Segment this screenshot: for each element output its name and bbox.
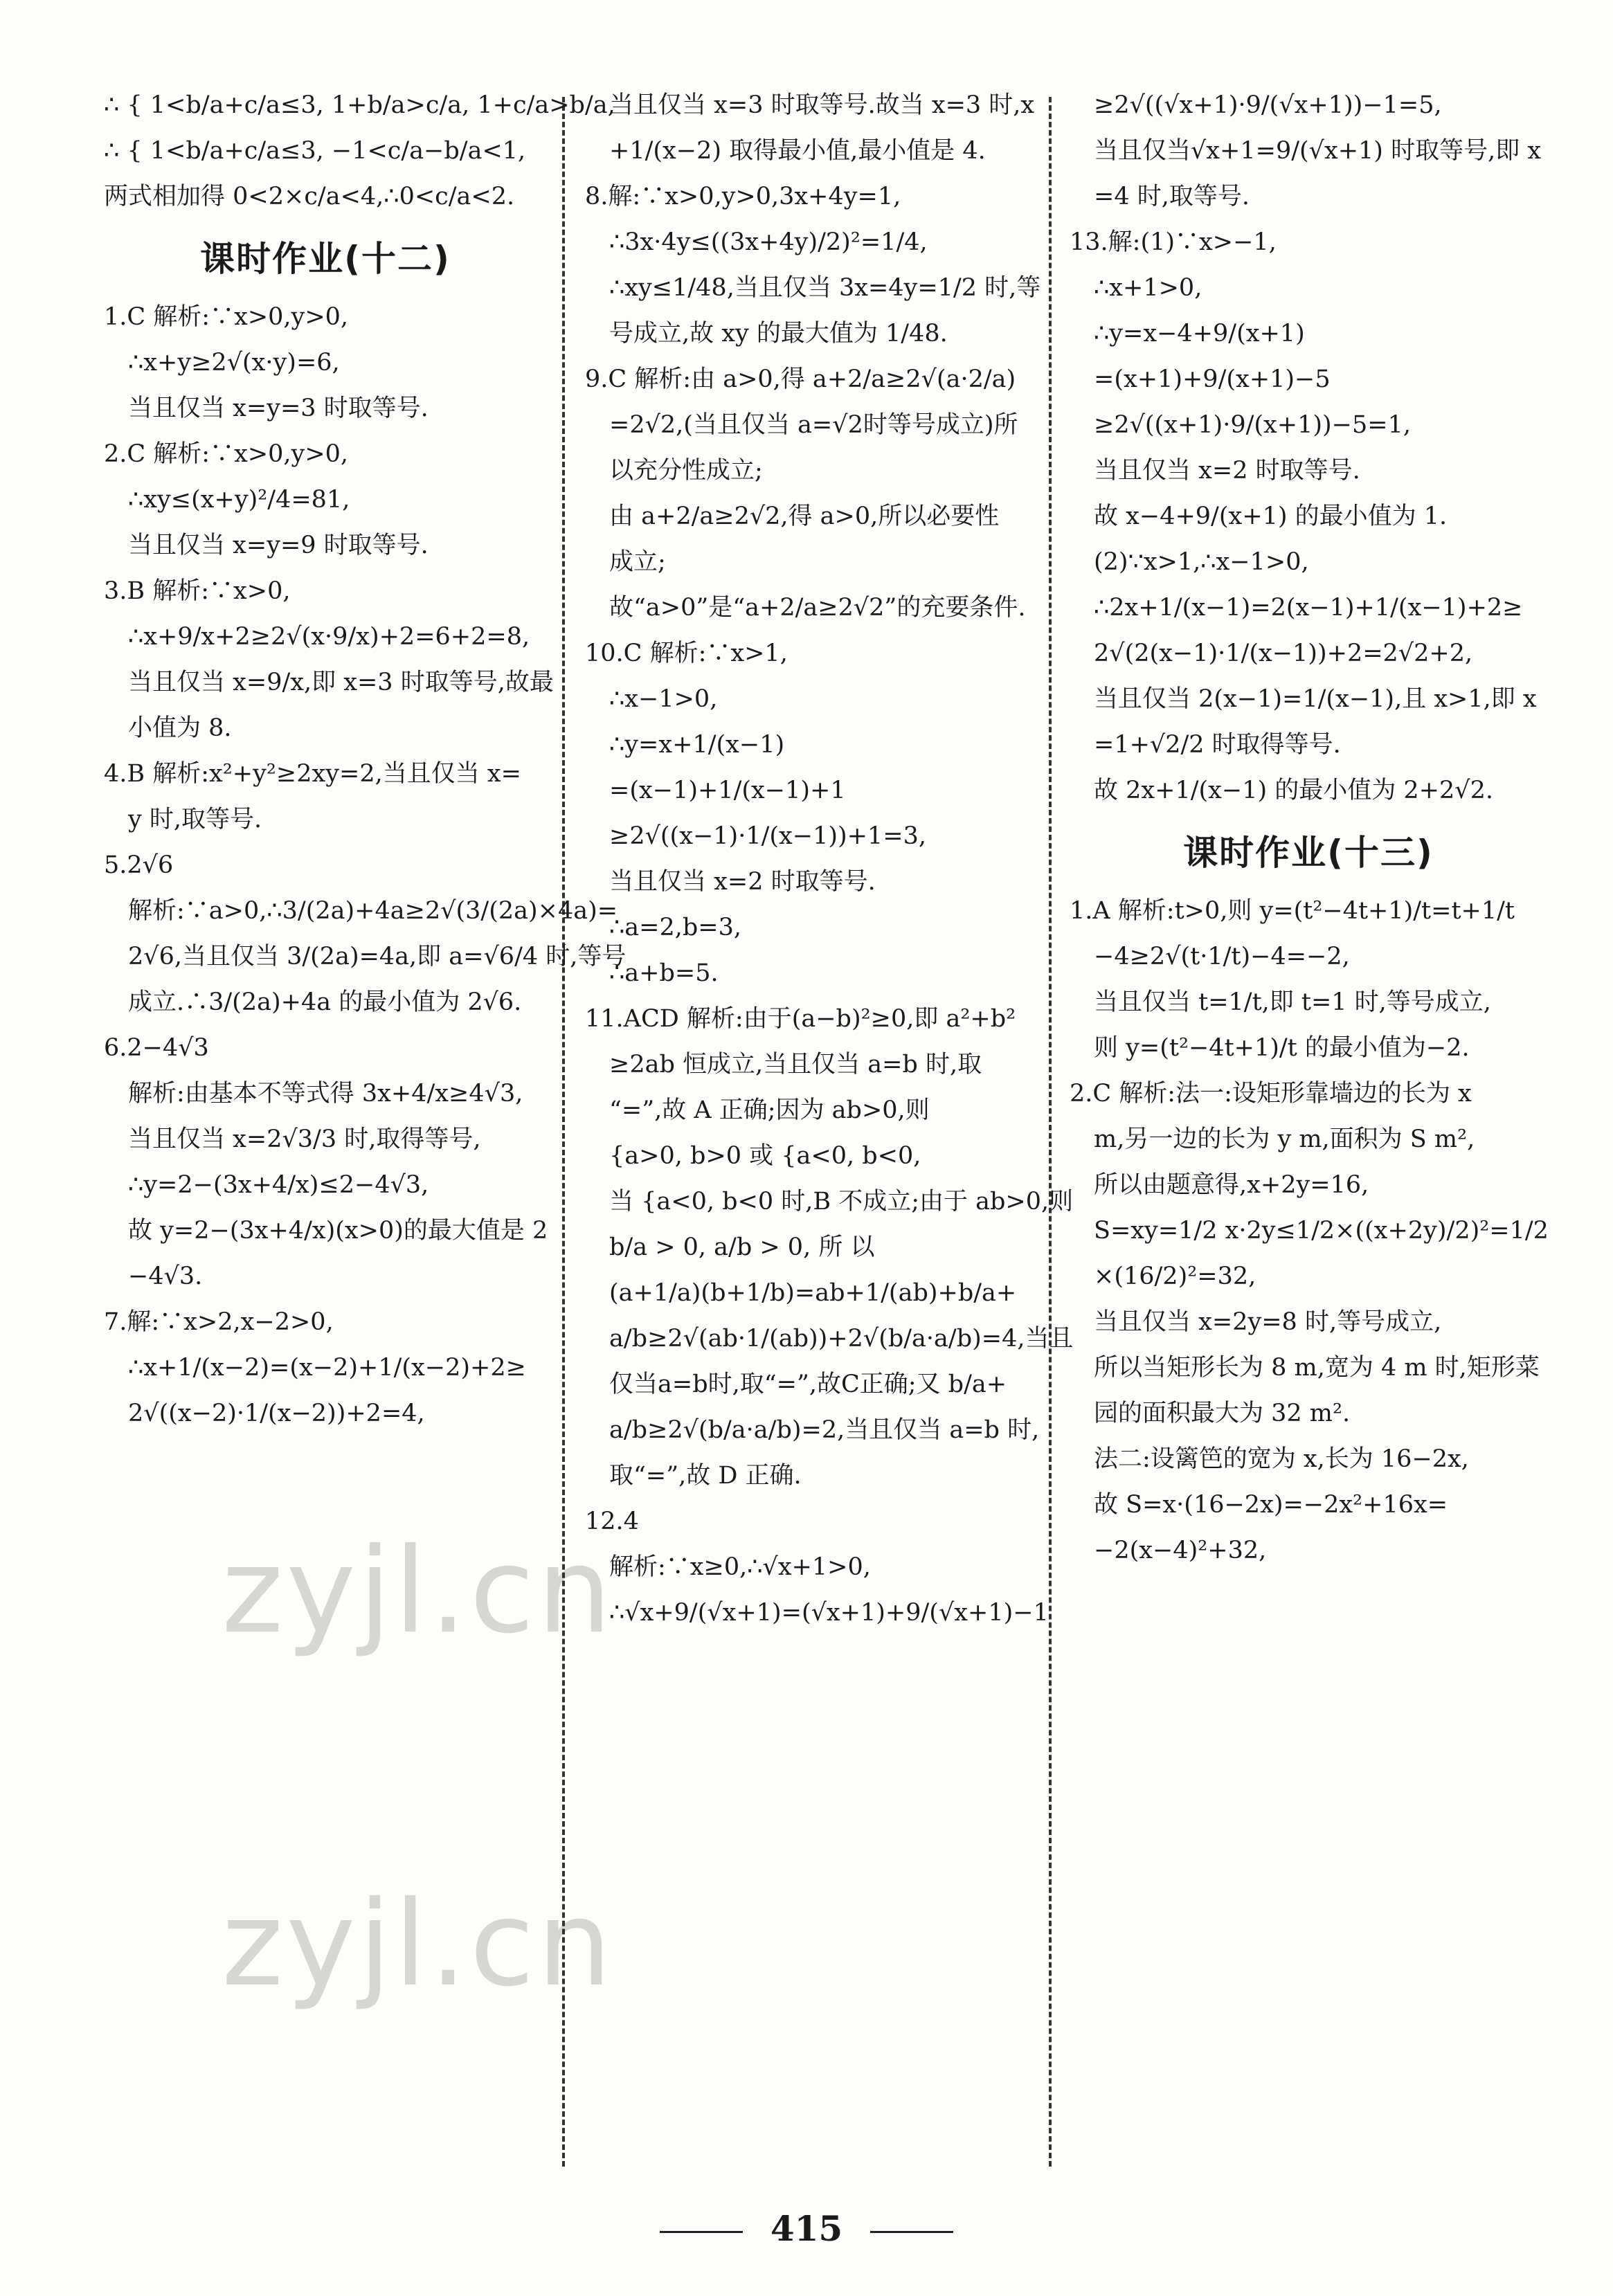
text-line: 仅当a=b时,取“=”,故C正确;又 b/a+ [609,1371,1007,1398]
answer-line: 7.解:∵x>2,x−2>0, [104,1308,334,1336]
text-line: 两式相加得 0<2×c/a<4,∴0<c/a<2. [104,183,515,210]
text-line: =(x+1)+9/(x+1)−5 [1094,365,1331,393]
answer-line: 2.C 解析:法一:设矩形靠墙边的长为 x [1070,1080,1472,1108]
text-line: 当且仅当√x+1=9/(√x+1) 时取等号,即 x [1094,137,1542,165]
text-line: 当且仅当 x=2√3/3 时,取得等号, [128,1126,481,1153]
text-line: 故 S=x·(16−2x)=−2x²+16x= [1094,1491,1448,1519]
text-line: ≥2√((x−1)·1/(x−1))+1=3, [609,822,926,850]
text-line: 解析:由基本不等式得 3x+4/x≥4√3, [128,1080,523,1108]
text-line: ∴a+b=5. [609,959,719,987]
text-line: =1+√2/2 时取得等号. [1094,731,1341,759]
column-divider-2 [1049,97,1052,2167]
text-line: ∴xy≤1/48,当且仅当 3x=4y=1/2 时,等 [609,274,1041,302]
text-line: a/b≥2√(b/a·a/b)=2,当且仅当 a=b 时, [609,1416,1040,1444]
text-line: 当且仅当 t=1/t,即 t=1 时,等号成立, [1094,988,1491,1016]
text-line: ∴x+9/x+2≥2√(x·9/x)+2=6+2=8, [128,623,530,651]
text-line: 当且仅当 x=2 时取等号. [1094,457,1360,485]
answer-line: 4.B 解析:x²+y²≥2xy=2,当且仅当 x= [104,760,521,788]
text-line: 2√((x−2)·1/(x−2))+2=4, [128,1400,425,1427]
column-divider-1 [562,97,565,2167]
text-line: 故 2x+1/(x−1) 的最小值为 2+2√2. [1094,777,1493,804]
page-number: 415 [770,2208,843,2249]
text-line: ≥2ab 恒成立,当且仅当 a=b 时,取 [609,1051,982,1078]
text-line: 解析:∵x≥0,∴√x+1>0, [609,1553,871,1581]
section-title: 课时作业(十二) [200,239,451,279]
column-middle [585,90,1074,2139]
text-line: 故“a>0”是“a+2/a≥2√2”的充要条件. [609,594,1026,622]
text-line: ∴x+y≥2√(x·y)=6, [128,349,340,377]
answer-line: 13.解:(1)∵x>−1, [1070,228,1277,256]
text-line: 当且仅当 x=3 时取等号.故当 x=3 时,x [609,91,1035,119]
answer-line: 11.ACD 解析:由于(a−b)²≥0,即 a²+b² [585,1005,1016,1033]
text-line: 成立.∴3/(2a)+4a 的最小值为 2√6. [128,988,522,1016]
footer-dash-right [870,2231,953,2233]
footer-dash-left [660,2231,743,2233]
text-line: ∴ { 1<b/a+c/a≤3, 1+b/a>c/a, 1+c/a>b/a, [104,91,615,119]
text-line: 小值为 8. [128,714,232,742]
text-line: ∴xy≤(x+y)²/4=81, [128,486,350,514]
text-line: −4≥2√(t·1/t)−4=−2, [1094,943,1350,970]
text-line: ×(16/2)²=32, [1094,1263,1256,1290]
text-line: ∴x+1>0, [1094,274,1202,302]
text-line: −4√3. [128,1263,203,1290]
answer-line: 6.2−4√3 [104,1034,209,1062]
answer-line: 8.解:∵x>0,y>0,3x+4y=1, [585,183,901,210]
text-line: =(x−1)+1/(x−1)+1 [609,777,846,804]
text-line: ≥2√((√x+1)·9/(√x+1))−1=5, [1094,91,1442,119]
text-line: 所以由题意得,x+2y=16, [1094,1171,1369,1199]
answer-line: 5.2√6 [104,851,174,879]
text-line: 号成立,故 xy 的最大值为 1/48. [609,320,948,347]
text-line: 解析:∵a>0,∴3/(2a)+4a≥2√(3/(2a)×4a)= [128,897,618,925]
text-line: ∴y=2−(3x+4/x)≤2−4√3, [128,1171,429,1199]
text-line: 2√(2(x−1)·1/(x−1))+2=2√2+2, [1094,640,1473,667]
text-line: S=xy=1/2 x·2y≤1/2×((x+2y)/2)²=1/2 [1094,1217,1549,1245]
text-line: 所以当矩形长为 8 m,宽为 4 m 时,矩形菜 [1094,1354,1540,1382]
text-line: m,另一边的长为 y m,面积为 S m², [1094,1126,1475,1153]
watermark: zyjl.cn [222,1876,615,2013]
text-line: 当且仅当 x=2 时取等号. [609,868,876,896]
text-line: 法二:设篱笆的宽为 x,长为 16−2x, [1094,1445,1469,1473]
text-line: ∴x−1>0, [609,685,718,713]
answer-line: 1.A 解析:t>0,则 y=(t²−4t+1)/t=t+1/t [1070,897,1515,925]
text-line: 成立; [609,548,666,576]
text-line: 当且仅当 x=2y=8 时,等号成立, [1094,1308,1442,1336]
text-line: 当且仅当 2(x−1)=1/(x−1),且 x>1,即 x [1094,685,1537,713]
watermark: zyjl.cn [222,1523,615,1660]
text-line: −2(x−4)²+32, [1094,1537,1267,1564]
text-line: ∴a=2,b=3, [609,914,741,941]
text-line: 故 y=2−(3x+4/x)(x>0)的最大值是 2 [128,1217,548,1245]
text-line: 则 y=(t²−4t+1)/t 的最小值为−2. [1094,1034,1470,1062]
text-line: ∴2x+1/(x−1)=2(x−1)+1/(x−1)+2≥ [1094,594,1523,622]
text-line: 由 a+2/a≥2√2,得 a>0,所以必要性 [609,503,1000,530]
text-line: 当且仅当 x=y=9 时取等号. [128,532,429,559]
text-line: {a>0, b>0 或 {a<0, b<0, [609,1142,921,1170]
answer-line: 9.C 解析:由 a>0,得 a+2/a≥2√(a·2/a) [585,365,1016,393]
text-line: ∴ { 1<b/a+c/a≤3, −1<c/a−b/a<1, [104,137,526,165]
answer-line: 2.C 解析:∵x>0,y>0, [104,440,349,468]
text-line: ∴y=x−4+9/(x+1) [1094,320,1305,347]
text-line: b/a > 0, a/b > 0, 所 以 [609,1233,875,1261]
text-line: ∴3x·4y≤((3x+4y)/2)²=1/4, [609,228,928,256]
text-line: 取“=”,故 D 正确. [609,1462,802,1490]
text-line: ≥2√((x+1)·9/(x+1))−5=1, [1094,411,1411,439]
text-line: ∴√x+9/(√x+1)=(√x+1)+9/(√x+1)−1 [609,1599,1049,1627]
answer-line: 12.4 [585,1508,639,1535]
text-line: 园的面积最大为 32 m². [1094,1400,1351,1427]
column-right [1070,90,1547,2139]
text-line: (a+1/a)(b+1/b)=ab+1/(ab)+b/a+ [609,1279,1017,1307]
text-line: 2√6,当且仅当 3/(2a)=4a,即 a=√6/4 时,等号 [128,943,627,970]
text-line: =2√2,(当且仅当 a=√2时等号成立)所 [609,411,1018,439]
text-line: y 时,取等号. [128,806,262,833]
text-line: 当且仅当 x=9/x,即 x=3 时取等号,故最 [128,669,554,696]
text-line: ∴x+1/(x−2)=(x−2)+1/(x−2)+2≥ [128,1354,526,1382]
text-line: 以充分性成立; [609,457,763,485]
text-line: a/b≥2√(ab·1/(ab))+2√(b/a·a/b)=4,当且 [609,1325,1074,1353]
answer-line: 3.B 解析:∵x>0, [104,577,291,605]
page-footer [0,2208,1613,2249]
text-line: ∴y=x+1/(x−1) [609,731,785,759]
text-line: =4 时,取等号. [1094,183,1250,210]
answer-line: 10.C 解析:∵x>1, [585,640,788,667]
text-line: (2)∵x>1,∴x−1>0, [1094,548,1309,576]
text-line: 当且仅当 x=y=3 时取等号. [128,395,429,422]
text-line: 故 x−4+9/(x+1) 的最小值为 1. [1094,503,1448,530]
section-title: 课时作业(十三) [1183,833,1434,873]
text-line: +1/(x−2) 取得最小值,最小值是 4. [609,137,986,165]
answer-line: 1.C 解析:∵x>0,y>0, [104,303,349,331]
text-line: “=”,故 A 正确;因为 ab>0,则 [609,1096,930,1124]
text-line: 当 {a<0, b<0 时,B 不成立;由于 ab>0,则 [609,1188,1074,1215]
